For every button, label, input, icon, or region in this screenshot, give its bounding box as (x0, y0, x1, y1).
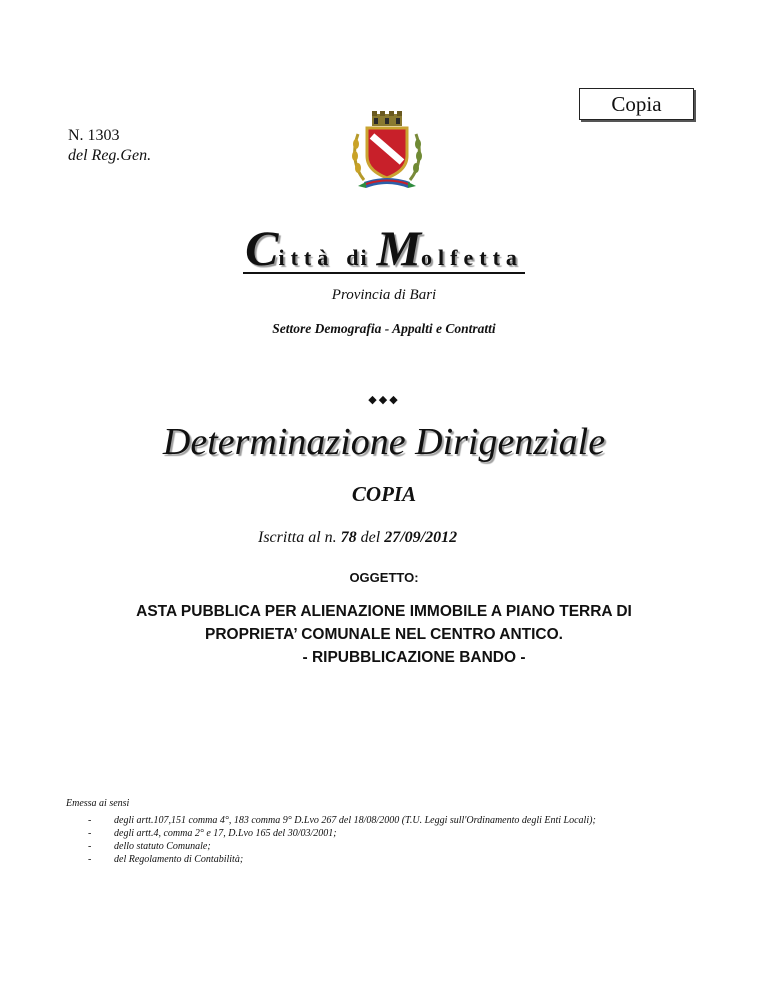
subject-line-1: ASTA PUBBLICA PER ALIENAZIONE IMMOBILE A PIANO TERRA DI (136, 603, 632, 620)
registry-line (258, 529, 457, 547)
copy-stamp-box: Copia (579, 88, 694, 120)
subject-label: OGGETTO: (349, 570, 419, 585)
list-item: - degli artt.107,151 comma 4°, 183 comma 9° D.Lvo 267 del 18/08/2000 (T.U. Leggi sull'Ordinamento degli Enti Locali); (88, 815, 596, 826)
city-word-molfetta: olfetta (421, 245, 523, 270)
list-item: - dello statuto Comunale; (88, 841, 211, 852)
registry-del: del (360, 529, 381, 546)
list-item: - del Regolamento di Contabilità; (88, 854, 244, 865)
legal-references-list (88, 814, 648, 866)
city-initial-c: C (245, 220, 279, 276)
registry-prefix: Iscritta al n. (258, 529, 337, 546)
issued-under-label: Emessa ai sensi (66, 798, 130, 809)
registry-date: 27/09/2012 (384, 529, 458, 546)
list-item: - degli artt.4, comma 2° e 17, D.Lvo 165 del 30/03/2001; (88, 828, 337, 839)
register-label: del Reg.Gen. (68, 147, 152, 164)
city-word-di: di (346, 245, 369, 270)
document-type-title: Determinazione Dirigenziale (162, 421, 606, 463)
city-word-citta: ittà (278, 245, 335, 270)
subject-line-2: PROPRIETA’ COMUNALE NEL CENTRO ANTICO. (205, 626, 563, 643)
subject-line-3: - RIPUBBLICAZIONE BANDO - (302, 649, 526, 666)
registry-number: N. 1303 (68, 127, 120, 144)
diamond-ornament-icon: ◆◆◆ (368, 394, 400, 406)
copy-label: COPIA (351, 482, 417, 506)
province-label: Provincia di Bari (331, 287, 437, 303)
city-initial-m: M (376, 220, 422, 276)
registry-number-value: 78 (340, 529, 357, 546)
city-crest-icon (350, 110, 424, 192)
sector-label: Settore Demografia - Appalti e Contratti (272, 321, 496, 336)
city-name (0, 220, 768, 276)
